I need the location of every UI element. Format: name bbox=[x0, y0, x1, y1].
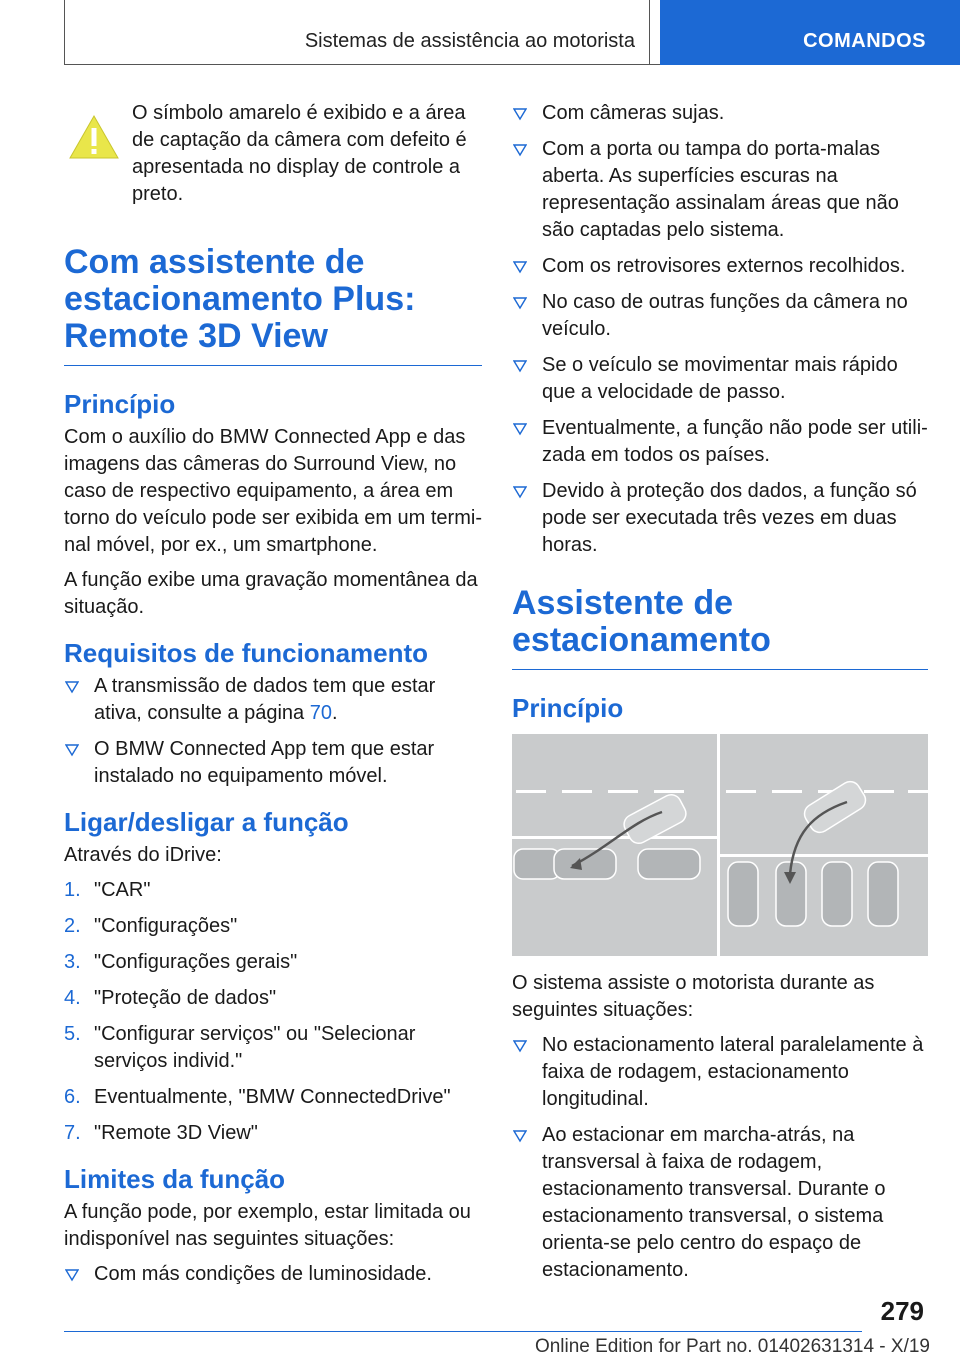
triangle-bullet-icon bbox=[513, 260, 527, 274]
list-item bbox=[512, 289, 928, 343]
step-item bbox=[64, 913, 482, 940]
heading-principle: Princípio bbox=[64, 389, 176, 419]
step-number: 6. bbox=[64, 1086, 81, 1108]
step-item bbox=[64, 1120, 482, 1147]
left-column bbox=[64, 100, 482, 1297]
warning-text: O símbolo amarelo é exibido e a área de captação da câmera com defeito é apresentada no display de controle a preto. bbox=[132, 102, 467, 205]
list-item-text: Devido à proteção dos dados, a função só pode ser executada três vezes em duas horas. bbox=[542, 480, 917, 556]
principle-paragraph-2: A função exibe uma gravação momentânea da situação. bbox=[64, 569, 478, 618]
list-item bbox=[512, 100, 928, 127]
step-text: "Remote 3D View" bbox=[94, 1122, 258, 1144]
step-number: 5. bbox=[64, 1023, 81, 1045]
steps-list bbox=[64, 877, 482, 1147]
parking-illustration bbox=[512, 734, 928, 956]
list-item-text: Com câmeras sujas. bbox=[542, 102, 725, 124]
triangle-bullet-icon bbox=[513, 1039, 527, 1053]
list-item bbox=[512, 415, 928, 469]
list-item bbox=[512, 1032, 928, 1113]
step-text: "Proteção de dados" bbox=[94, 987, 277, 1009]
step-number: 4. bbox=[64, 987, 81, 1009]
step-number: 2. bbox=[64, 915, 81, 937]
limits-list-right bbox=[512, 100, 928, 559]
step-text: "Configurações" bbox=[94, 915, 238, 937]
triangle-bullet-icon bbox=[65, 743, 79, 757]
list-item-text: No caso de outras funções da câmera no veículo. bbox=[542, 291, 908, 340]
step-text: "Configurações gerais" bbox=[94, 951, 298, 973]
list-item-text: Com a porta ou tampa do porta-malas aberta. As superfícies escuras na representação assinalam áreas que não são captadas pelo sistema. bbox=[542, 138, 899, 241]
section-title-parking-assistant: Assistente de estacionamento bbox=[512, 585, 928, 670]
step-text: "Configurar serviços" ou "Selecionar serviços individ." bbox=[94, 1023, 416, 1072]
heading-onoff: Ligar/desligar a função bbox=[64, 807, 349, 837]
header-chapter-tab[interactable] bbox=[660, 0, 960, 65]
triangle-bullet-icon bbox=[513, 359, 527, 373]
right-column bbox=[512, 100, 928, 1293]
principle-paragraph-1: Com o auxílio do BMW Connected App e das imagens das câmeras do Surround View, no caso de respectivo equipamento, a área em torno do veículo pode ser exibida em um terminal móvel, por ex., um smartphone. bbox=[64, 426, 482, 556]
list-item-text: Com os retrovisores externos recolhidos. bbox=[542, 255, 906, 277]
step-number: 1. bbox=[64, 879, 81, 901]
step-number: 7. bbox=[64, 1122, 81, 1144]
list-item bbox=[512, 1122, 928, 1284]
step-item bbox=[64, 1084, 482, 1111]
list-item-text: Ao estacionar em marcha-atrás, na transversal à faixa de rodagem, estacionamento transversal. Durante o estacionamento transversal, o sistema orienta-se pelo centro do espaço de estacionamento. bbox=[542, 1124, 886, 1281]
list-item-end: . bbox=[331, 702, 338, 724]
heading-requirements: Requisitos de funcionamento bbox=[64, 638, 429, 668]
list-item bbox=[64, 673, 482, 727]
onoff-intro: Através do iDrive: bbox=[64, 844, 222, 866]
list-item bbox=[64, 736, 482, 790]
principle-intro-right: O sistema assiste o motorista durante as seguintes situações: bbox=[512, 972, 875, 1021]
header-section-title: Sistemas de assistência ao motorista bbox=[304, 30, 635, 52]
header-section bbox=[64, 0, 650, 65]
step-item bbox=[64, 1021, 482, 1075]
triangle-bullet-icon bbox=[513, 107, 527, 121]
list-item-text: A transmissão de dados tem que estar ativa, consulte a página bbox=[94, 675, 436, 724]
principle-list-right bbox=[512, 1032, 928, 1284]
triangle-bullet-icon bbox=[513, 143, 527, 157]
triangle-bullet-icon bbox=[513, 1129, 527, 1143]
header-chapter-label: COMANDOS bbox=[803, 30, 926, 52]
limits-list-left bbox=[64, 1261, 482, 1288]
heading-limits: Limites da função bbox=[64, 1164, 286, 1194]
step-item bbox=[64, 985, 482, 1012]
list-item-text: Com más condições de luminosidade. bbox=[94, 1263, 432, 1285]
list-item-text: O BMW Connected App tem que estar instalado no equipamento móvel. bbox=[94, 738, 435, 787]
warning-note bbox=[64, 100, 482, 208]
triangle-bullet-icon bbox=[513, 422, 527, 436]
list-item bbox=[64, 1261, 482, 1288]
triangle-bullet-icon bbox=[513, 485, 527, 499]
footer-edition: Online Edition for Part no. 01402631314 - X/19 bbox=[534, 1336, 930, 1357]
heading-principle-right: Princípio bbox=[512, 693, 624, 723]
section-title-remote-3d-view: Com assistente de estacionamento Plus: Remote 3D View bbox=[64, 244, 482, 366]
step-text: "CAR" bbox=[94, 879, 151, 901]
triangle-bullet-icon bbox=[65, 680, 79, 694]
list-item-text: Eventualmente, a função não pode ser utilizada em todos os países. bbox=[542, 417, 928, 466]
triangle-bullet-icon bbox=[513, 296, 527, 310]
requirements-list bbox=[64, 673, 482, 790]
page-link-70[interactable]: 70 bbox=[309, 702, 332, 724]
warning-triangle-icon bbox=[68, 114, 120, 160]
step-item bbox=[64, 949, 482, 976]
step-text: Eventualmente, "BMW ConnectedDrive" bbox=[94, 1086, 451, 1108]
list-item bbox=[512, 253, 928, 280]
list-item-text: Se o veículo se movimentar mais rápido que a velocidade de passo. bbox=[542, 354, 898, 403]
list-item-text: No estacionamento lateral paralelamente à faixa de rodagem, estacionamento longitudinal. bbox=[542, 1034, 924, 1110]
list-item bbox=[512, 478, 928, 559]
step-item bbox=[64, 877, 482, 904]
footer-rule bbox=[64, 1331, 862, 1332]
list-item bbox=[512, 352, 928, 406]
triangle-bullet-icon bbox=[65, 1268, 79, 1282]
page-number: 279 bbox=[880, 1296, 924, 1326]
limits-intro: A função pode, por exemplo, estar limitada ou indisponível nas seguintes situações: bbox=[64, 1201, 471, 1250]
step-number: 3. bbox=[64, 951, 81, 973]
list-item bbox=[512, 136, 928, 244]
